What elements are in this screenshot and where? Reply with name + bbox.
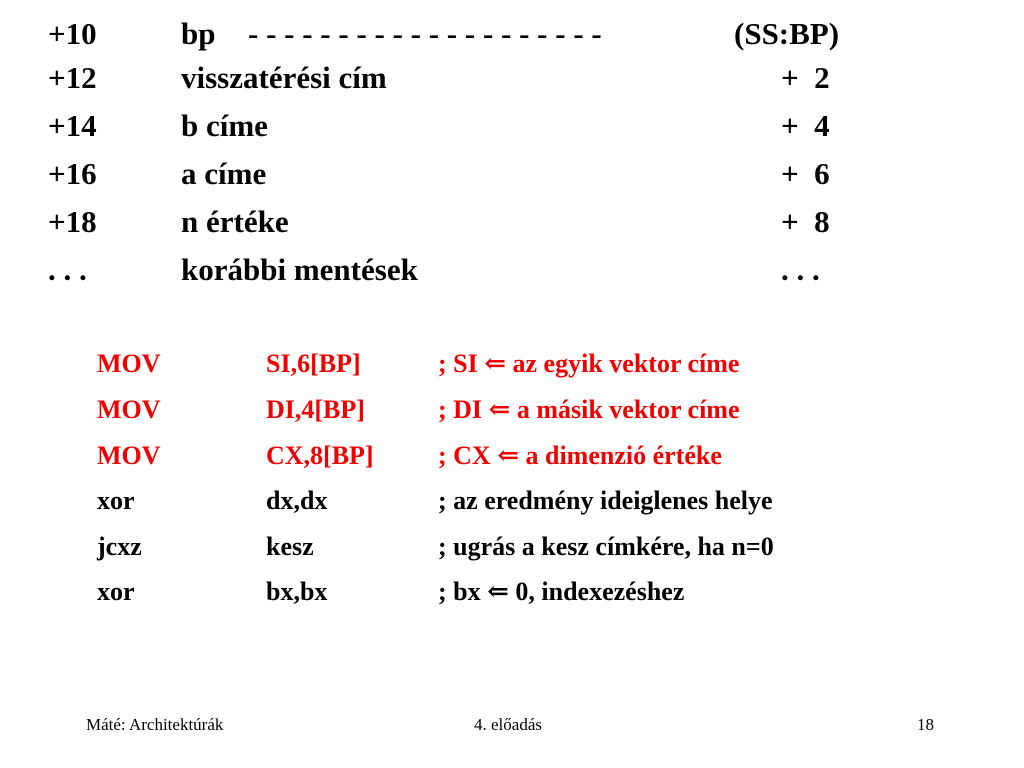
stack-row [0, 206, 1024, 246]
stack-row [0, 254, 1024, 294]
stack-row [0, 158, 1024, 198]
code-comment: ; SI ⇐ az egyik vektor címe [438, 349, 740, 378]
page-number: 18 [917, 715, 934, 734]
slot-description: n értéke [181, 204, 289, 239]
relative-offset: + 4 [781, 108, 830, 143]
code-comment: ; CX ⇐ a dimenzió értéke [438, 441, 722, 470]
offset-label: +16 [48, 156, 97, 191]
offset-label: +10 [48, 16, 97, 51]
opcode: xor [97, 577, 135, 606]
operands: SI,6[BP] [266, 349, 361, 378]
slot-description: korábbi mentések [181, 252, 418, 287]
code-line [0, 488, 1024, 524]
opcode: MOV [97, 441, 161, 470]
operands: kesz [266, 532, 314, 561]
operands: CX,8[BP] [266, 441, 374, 470]
operands: dx,dx [266, 486, 328, 515]
relative-offset: + 2 [781, 60, 830, 95]
code-comment: ; ugrás a kesz címkére, ha n=0 [438, 532, 774, 561]
slot-description: visszatérési cím [181, 60, 387, 95]
stack-header-row [0, 18, 1024, 58]
stack-row [0, 62, 1024, 102]
relative-offset: + 6 [781, 156, 830, 191]
register-label: (SS:BP) [734, 16, 840, 51]
footer-author-course: Máté: Architektúrák [86, 715, 224, 734]
code-line [0, 534, 1024, 570]
stack-row [0, 110, 1024, 150]
offset-label: . . . [48, 252, 87, 287]
opcode: xor [97, 486, 135, 515]
opcode: MOV [97, 349, 161, 378]
bp-label: bp [181, 16, 216, 51]
code-comment: ; az eredmény ideiglenes helye [438, 486, 773, 515]
offset-label: +14 [48, 108, 97, 143]
code-line [0, 397, 1024, 433]
code-line [0, 579, 1024, 615]
slot-description: a címe [181, 156, 267, 191]
relative-offset: + 8 [781, 204, 830, 239]
relative-offset: . . . [781, 252, 820, 287]
code-comment: ; bx ⇐ 0, indexezéshez [438, 577, 685, 606]
operands: bx,bx [266, 577, 328, 606]
offset-label: +12 [48, 60, 97, 95]
code-line [0, 443, 1024, 479]
offset-label: +18 [48, 204, 97, 239]
code-comment: ; DI ⇐ a másik vektor címe [438, 395, 740, 424]
code-line [0, 351, 1024, 387]
operands: DI,4[BP] [266, 395, 365, 424]
slot-description: b címe [181, 108, 268, 143]
dashed-separator: - - - - - - - - - - - - - - - - - - - - [248, 16, 602, 51]
footer-lecture: 4. előadás [474, 715, 542, 734]
opcode: MOV [97, 395, 161, 424]
opcode: jcxz [97, 532, 142, 561]
